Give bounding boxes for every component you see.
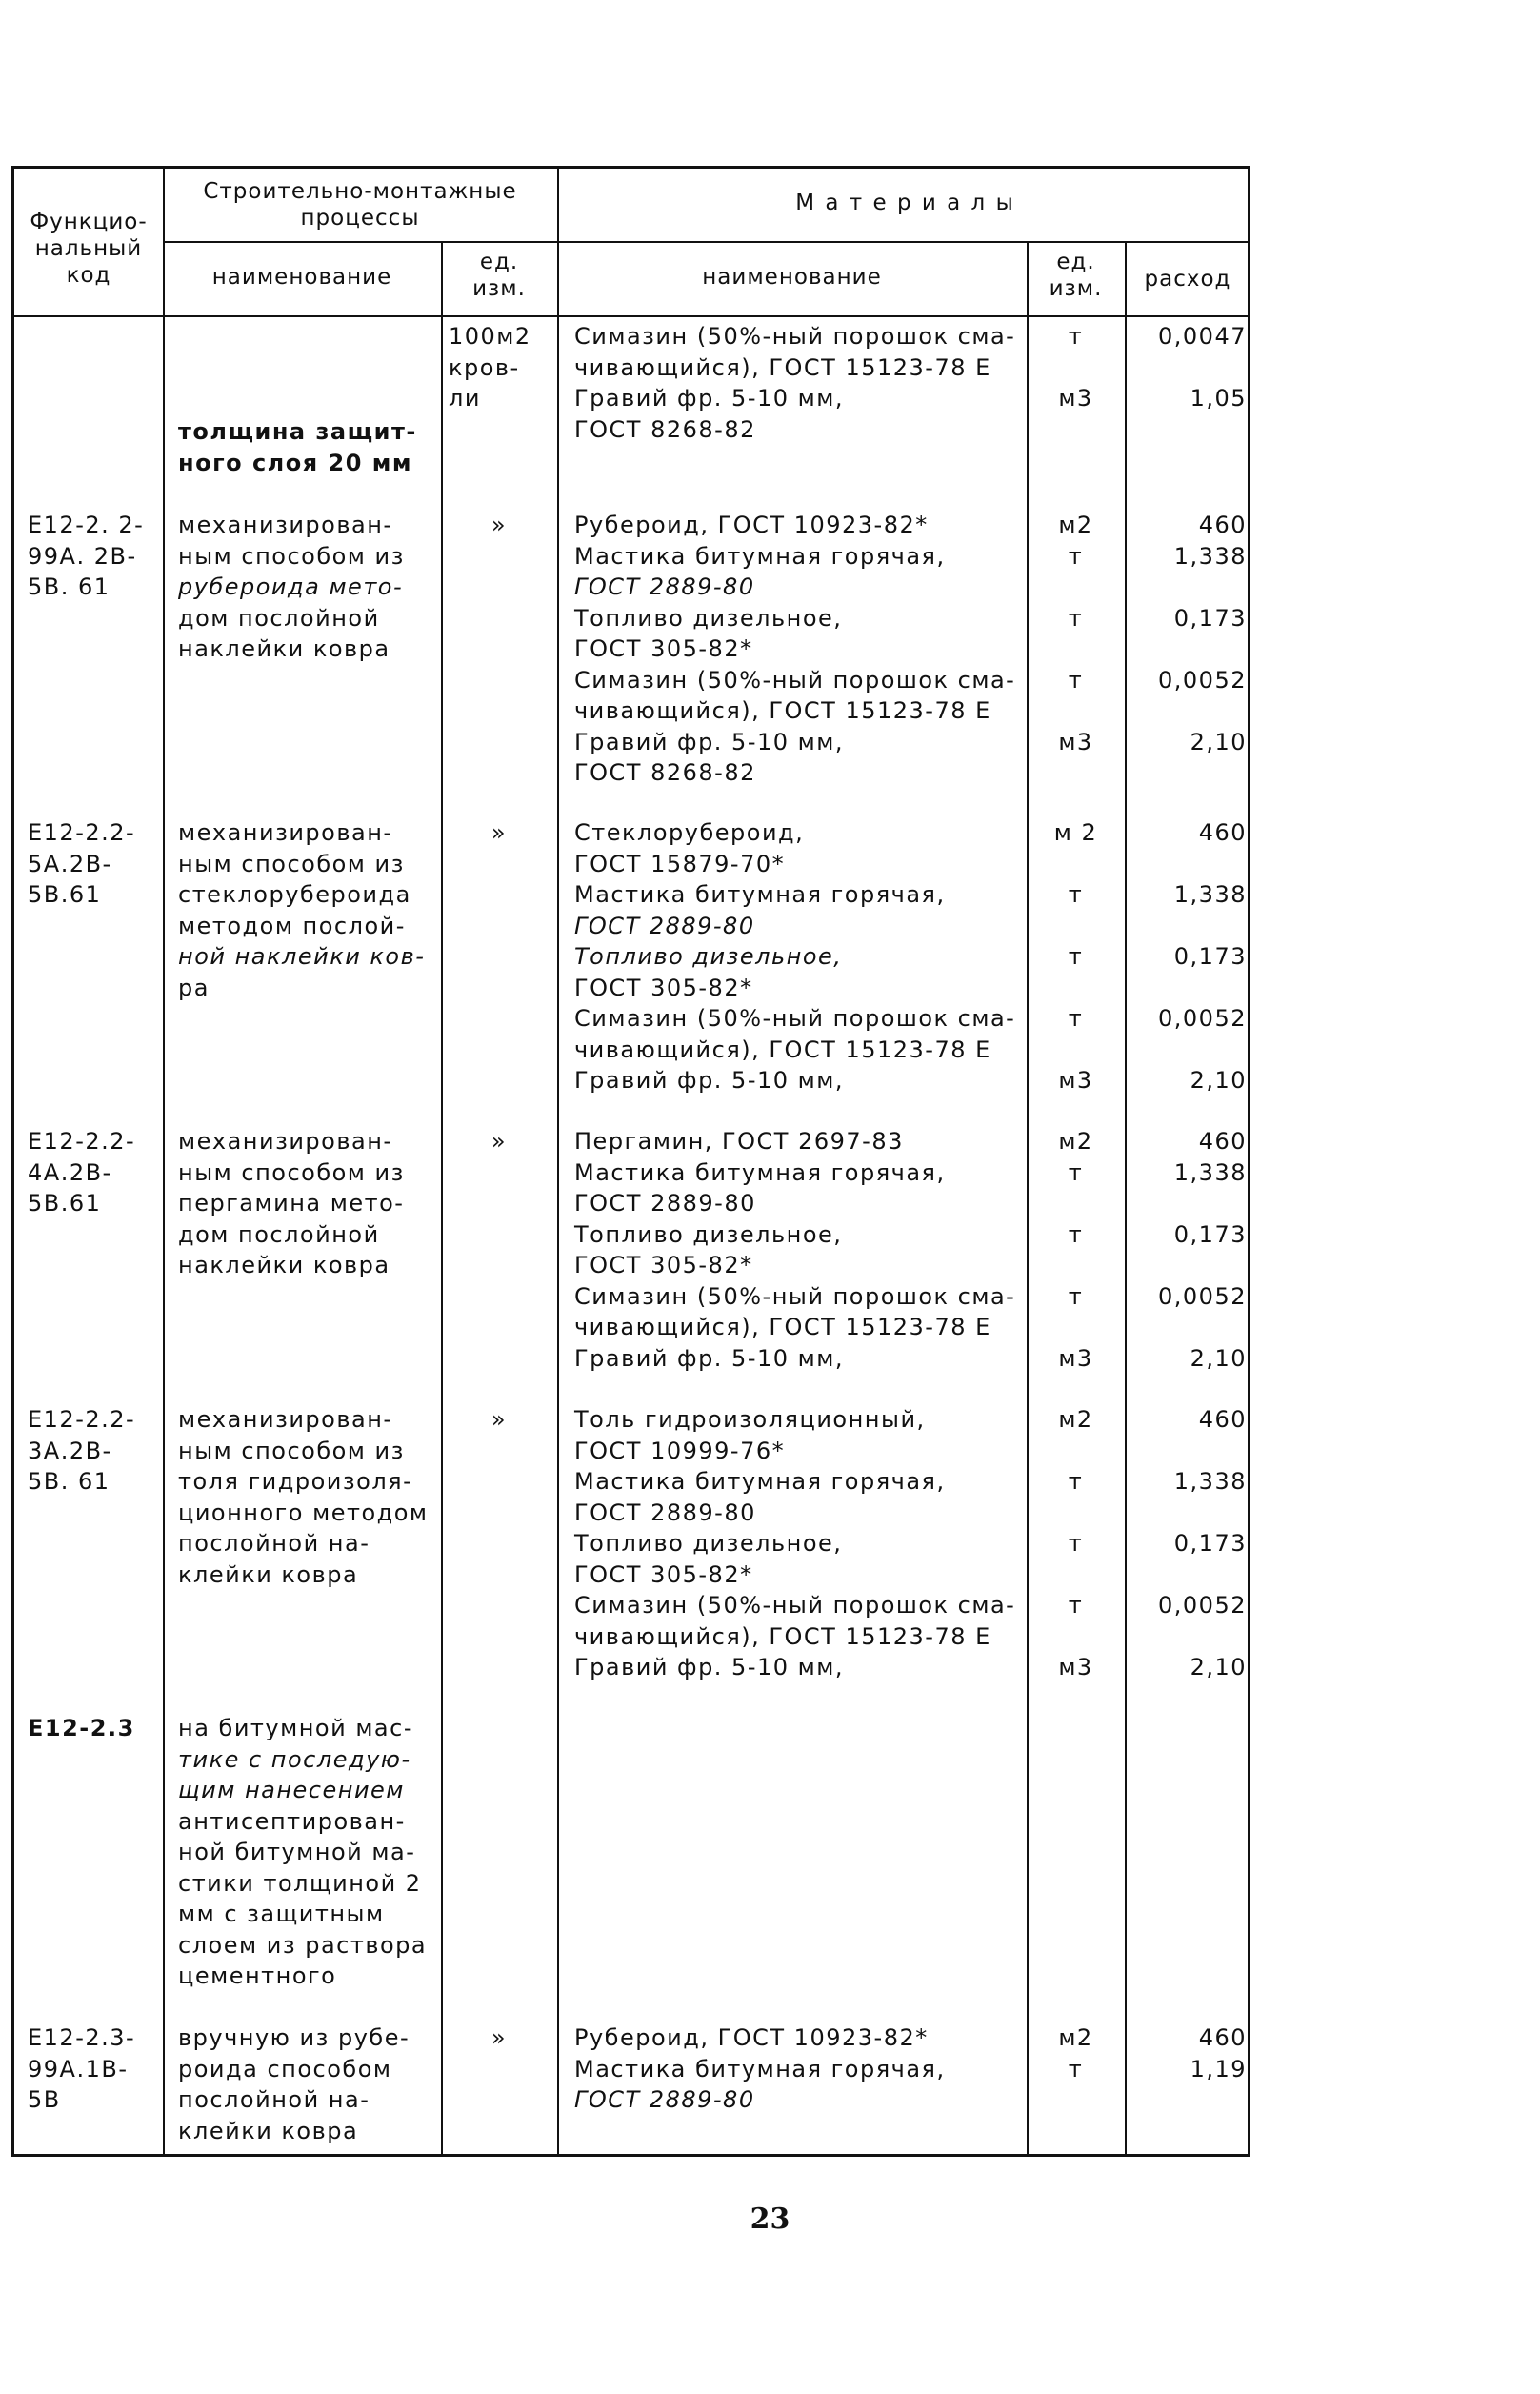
process-unit: 100м2 кров- ли [449, 323, 531, 412]
header-code: Функцио- нальный код [30, 210, 148, 288]
header-process-unit: ед. изм. [472, 250, 526, 301]
process-unit: » [490, 1128, 508, 1155]
process-name: механизирован- ным способом из рубероида мето- дом послойной наклейки ковра [178, 512, 405, 662]
material-consumption: 460 1,338 0,173 0,0052 2,10 [1158, 819, 1247, 1094]
column-rule [557, 169, 559, 2154]
process-name: толщина защит- ного слоя 20 мм [178, 418, 417, 476]
material-units: т м3 [1058, 323, 1093, 412]
process-unit: » [490, 512, 508, 538]
functional-code: Е12-2.3 [28, 1715, 135, 1741]
material-consumption: 460 1,19 [1190, 2024, 1247, 2082]
functional-code: Е12-2.2- 3А.2В- 5В. 61 [28, 1406, 136, 1495]
material-list: Стеклорубероид, ГОСТ 15879-70* Мастика битумная горячая, ГОСТ 2889-80 Топливо дизельное, ГОСТ 305-82* Симазин (50%-ный порошок сма- чивающийся), ГОСТ 15123-78 Е Гравий фр. 5-10 мм, [574, 819, 1016, 1094]
process-name: механизирован- ным способом из толя гидроизоля- ционного методом послойной на- клейки ковра [178, 1406, 429, 1588]
material-units: м2 т [1058, 2024, 1093, 2082]
functional-code: Е12-2.2- 5А.2В- 5В.61 [28, 819, 136, 908]
header-rule [163, 241, 1248, 243]
material-consumption: 460 1,338 0,173 0,0052 2,10 [1158, 512, 1247, 755]
header-processes: Строительно-монтажные процессы [203, 179, 517, 231]
header-consumption: расход [1144, 267, 1231, 292]
process-unit: » [490, 819, 508, 846]
process-unit: » [490, 2024, 508, 2051]
process-unit: » [490, 1406, 508, 1433]
material-consumption: 460 1,338 0,173 0,0052 2,10 [1158, 1128, 1247, 1372]
material-list: Пергамин, ГОСТ 2697-83 Мастика битумная горячая, ГОСТ 2889-80 Топливо дизельное, ГОСТ 305-82* Симазин (50%-ный порошок сма- чивающийся), ГОСТ 15123-78 Е Гравий фр. 5-10 мм, [574, 1128, 1016, 1372]
header-process-name: наименование [211, 265, 392, 290]
header-material-unit: ед. изм. [1049, 250, 1103, 301]
material-list: Рубероид, ГОСТ 10923-82* Мастика битумная горячая, ГОСТ 2889-80 [574, 2024, 946, 2113]
material-units: м2 т т т м3 [1058, 1406, 1093, 1680]
header-materials: М а т е р и а л ы [795, 191, 1015, 215]
process-name: механизирован- ным способом из стеклорубероида методом послой- ной наклейки ков- ра [178, 819, 426, 1001]
functional-code: Е12-2.2- 4А.2В- 5В.61 [28, 1128, 136, 1217]
materials-table [11, 166, 1250, 2157]
process-name: вручную из рубе- роида способом послойной на- клейки ковра [178, 2024, 410, 2144]
material-consumption: 0,0047 1,05 [1158, 323, 1247, 412]
material-units: м2 т т т м3 [1058, 512, 1093, 755]
page-number: 23 [750, 2203, 790, 2236]
column-rule [1125, 241, 1127, 2154]
process-name: механизирован- ным способом из пергамина мето- дом послойной наклейки ковра [178, 1128, 405, 1278]
functional-code: Е12-2.3- 99А.1В- 5В [28, 2024, 136, 2113]
material-units: м 2 т т т м3 [1053, 819, 1098, 1094]
functional-code: Е12-2. 2- 99А. 2В- 5В. 61 [28, 512, 145, 600]
process-name: на битумной мас- тике с последую- щим нанесением антисептирован- ной битумной ма- стики толщиной 2 мм с защитным слоем из раствора цементного [178, 1715, 428, 1989]
material-list: Рубероид, ГОСТ 10923-82* Мастика битумная горячая, ГОСТ 2889-80 Топливо дизельное, ГОСТ 305-82* Симазин (50%-ный порошок сма- чивающийся), ГОСТ 15123-78 Е Гравий фр. 5-10 мм, ГОСТ 8268-82 [574, 512, 1016, 786]
material-units: м2 т т т м3 [1058, 1128, 1093, 1372]
material-list: Симазин (50%-ный порошок сма- чивающийся), ГОСТ 15123-78 Е Гравий фр. 5-10 мм, ГОСТ 8268-82 [574, 323, 1016, 443]
material-consumption: 460 1,338 0,173 0,0052 2,10 [1158, 1406, 1247, 1680]
column-rule [163, 169, 165, 2154]
header-material-name: наименование [702, 265, 882, 290]
material-list: Толь гидроизоляционный, ГОСТ 10999-76* Мастика битумная горячая, ГОСТ 2889-80 Топливо дизельное, ГОСТ 305-82* Симазин (50%-ный порошок сма- чивающийся), ГОСТ 15123-78 Е Гравий фр. 5-10 мм, [574, 1406, 1016, 1680]
header-bottom-rule [14, 315, 1248, 317]
